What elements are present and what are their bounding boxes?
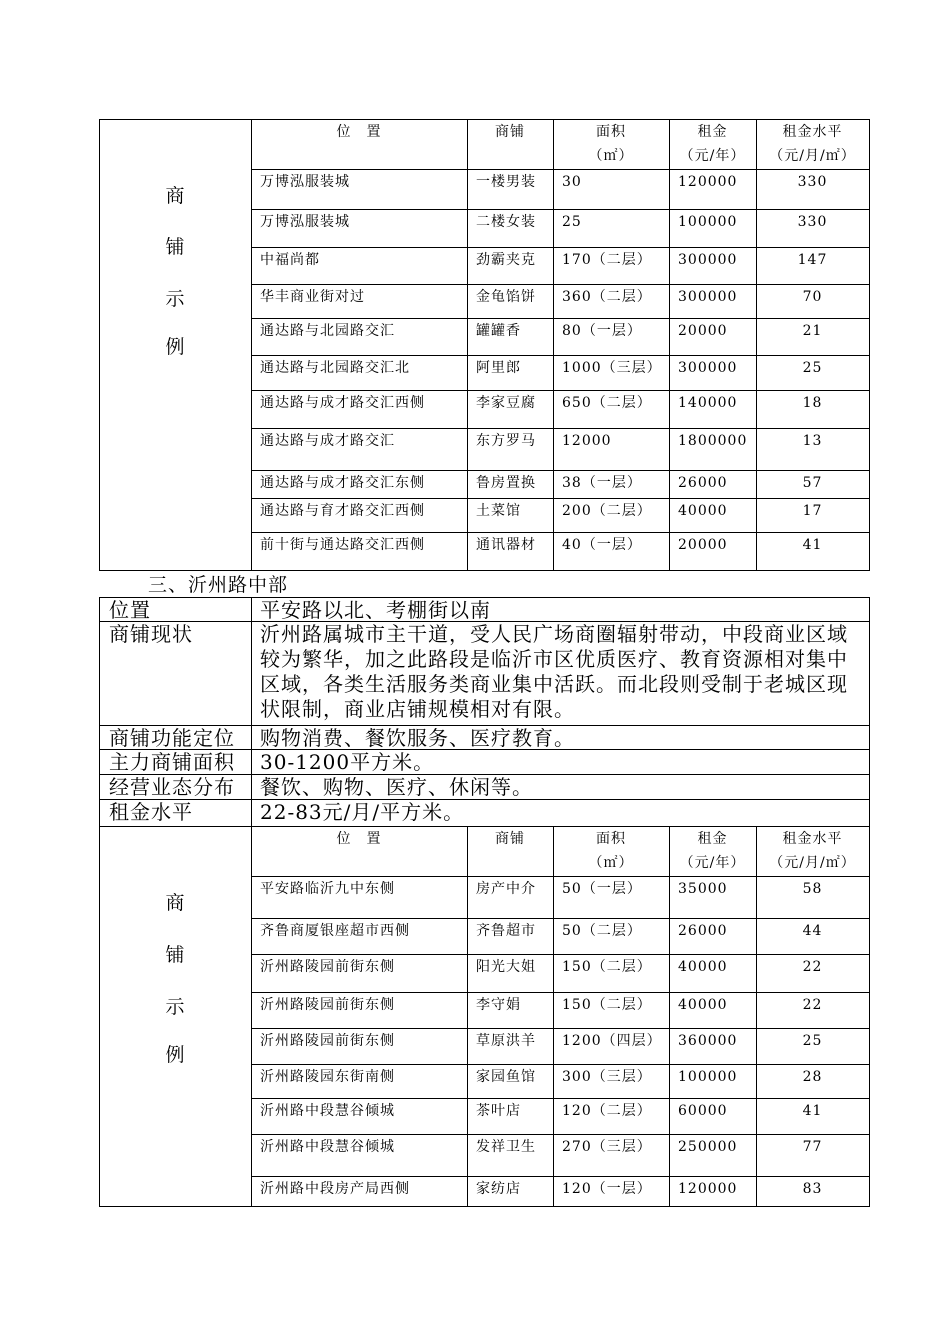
row-shop: 鲁房置换	[476, 475, 536, 491]
row-rent: 40000	[678, 503, 728, 519]
column-divider	[669, 826, 670, 1207]
header-rent: 租金	[697, 831, 728, 847]
header-location: 位 置	[336, 831, 382, 847]
row-area: 270（三层）	[562, 1139, 652, 1155]
row-shop: 通讯器材	[476, 537, 536, 553]
header-level: 租金水平	[782, 124, 843, 140]
table-bottom-border	[99, 1206, 870, 1207]
row-divider	[251, 992, 870, 993]
row-level: 70	[802, 289, 823, 305]
row-rent: 100000	[678, 214, 738, 230]
row-area: 50（二层）	[562, 923, 642, 939]
row-location: 中福尚都	[260, 252, 320, 268]
row-divider	[251, 355, 870, 356]
column-divider	[251, 826, 252, 1207]
column-divider	[467, 826, 468, 1207]
row-shop: 茶叶店	[476, 1103, 521, 1119]
row-location: 齐鲁商厦银座超市西侧	[260, 923, 410, 939]
row-location: 通达路与成才路交汇	[260, 433, 395, 449]
row-shop: 草原洪羊	[476, 1033, 536, 1049]
row-location: 万博泓服装城	[260, 214, 350, 230]
row-area: 360（二层）	[562, 289, 652, 305]
row-location: 通达路与北园路交汇	[260, 323, 395, 339]
row-divider	[251, 1098, 870, 1099]
row-divider	[251, 390, 870, 391]
row-divider	[251, 247, 870, 248]
row-location: 沂州路陵园前街东侧	[260, 1033, 395, 1049]
column-divider	[467, 119, 468, 571]
row-divider	[251, 1028, 870, 1029]
row-location: 通达路与育才路交汇西侧	[260, 503, 425, 519]
info-status-value: 沂州路属城市主干道，受人民广场商圈辐射带动，中段商业区域较为繁华，加之此路段是临沂市区优质医疗、教育资源相对集中区域，各类生活服务类商业集中活跃。而北段则受制于老城区现状限制，商业店铺规模相对有限。	[260, 622, 848, 721]
info-location-value: 平安路以北、考棚街以南	[260, 598, 491, 622]
info-rent-value: 22-83元/月/平方米。	[260, 800, 465, 824]
table2-side-char: 铺	[165, 944, 185, 966]
table-top-border	[99, 826, 870, 827]
row-level: 83	[802, 1181, 823, 1197]
table1-side-char: 示	[165, 288, 185, 310]
info-column-divider	[251, 597, 252, 827]
row-location: 前十街与通达路交汇西侧	[260, 537, 425, 553]
row-rent: 300000	[678, 289, 738, 305]
row-rent: 26000	[678, 923, 728, 939]
row-shop: 一楼男装	[476, 174, 536, 190]
header-level: 租金水平	[782, 831, 843, 847]
table2-side-char: 例	[165, 1044, 185, 1066]
row-rent: 360000	[678, 1033, 738, 1049]
row-location: 通达路与成才路交汇东侧	[260, 475, 425, 491]
row-rent: 26000	[678, 475, 728, 491]
table-right-border	[869, 119, 870, 571]
info-status-label: 商铺现状	[109, 622, 193, 646]
row-location: 沂州路中段房产局西侧	[260, 1181, 410, 1197]
row-level: 41	[802, 1103, 823, 1119]
row-shop: 家纺店	[476, 1181, 521, 1197]
row-area: 80（一层）	[562, 323, 642, 339]
row-rent: 35000	[678, 881, 728, 897]
row-level: 77	[802, 1139, 823, 1155]
row-level: 147	[797, 252, 828, 268]
row-divider	[251, 209, 870, 210]
info-function-value: 购物消费、餐饮服务、医疗教育。	[260, 726, 575, 750]
info-business-label: 经营业态分布	[109, 775, 235, 799]
row-level: 330	[797, 214, 828, 230]
row-shop: 房产中介	[476, 881, 536, 897]
row-area: 300（三层）	[562, 1069, 652, 1085]
row-location: 万博泓服装城	[260, 174, 350, 190]
row-area: 50（一层）	[562, 881, 642, 897]
row-rent: 60000	[678, 1103, 728, 1119]
header-shop: 商铺	[495, 124, 525, 140]
table-left-border	[99, 119, 100, 571]
row-area: 30	[562, 174, 582, 190]
row-divider	[251, 428, 870, 429]
row-shop: 阳光大姐	[476, 959, 536, 975]
row-rent: 300000	[678, 360, 738, 376]
row-location: 通达路与成才路交汇西侧	[260, 395, 425, 411]
info-rent-label: 租金水平	[109, 800, 193, 824]
row-shop: 家园鱼馆	[476, 1069, 536, 1085]
row-level: 25	[802, 360, 823, 376]
column-divider	[553, 119, 554, 571]
row-rent: 140000	[678, 395, 738, 411]
row-rent: 1800000	[678, 433, 748, 449]
row-shop: 李家豆腐	[476, 395, 536, 411]
table-left-border	[99, 826, 100, 1207]
info-area-value: 30-1200平方米。	[260, 750, 435, 774]
row-shop: 劲霸夹克	[476, 252, 536, 268]
row-level: 17	[802, 503, 823, 519]
table1-side-char: 商	[165, 185, 185, 207]
table-bottom-border	[99, 570, 870, 571]
row-rent: 300000	[678, 252, 738, 268]
row-level: 41	[802, 537, 823, 553]
column-divider	[251, 119, 252, 571]
row-rent: 40000	[678, 997, 728, 1013]
row-level: 28	[802, 1069, 823, 1085]
row-rent: 20000	[678, 537, 728, 553]
row-level: 22	[802, 997, 823, 1013]
row-rent: 100000	[678, 1069, 738, 1085]
header-area: 面积	[596, 831, 626, 847]
table1-side-char: 例	[165, 336, 185, 358]
header-rent-unit: （元/年）	[679, 855, 746, 871]
table2-side-char: 示	[165, 996, 185, 1018]
row-area: 12000	[562, 433, 612, 449]
row-rent: 40000	[678, 959, 728, 975]
header-shop: 商铺	[495, 831, 525, 847]
column-divider	[553, 826, 554, 1207]
info-left-border	[99, 597, 100, 827]
row-divider	[251, 532, 870, 533]
info-business-value: 餐饮、购物、医疗、休闲等。	[260, 775, 533, 799]
info-area-label: 主力商铺面积	[109, 750, 235, 774]
row-rent: 120000	[678, 1181, 738, 1197]
info-function-label: 商铺功能定位	[109, 726, 235, 750]
header-divider	[251, 876, 870, 877]
row-shop: 齐鲁超市	[476, 923, 536, 939]
table-right-border	[869, 826, 870, 1207]
header-level-unit: （元/月/㎡）	[769, 855, 856, 871]
header-rent-unit: （元/年）	[679, 148, 746, 164]
table1-side-char: 铺	[165, 236, 185, 258]
row-location: 沂州路陵园前街东侧	[260, 997, 395, 1013]
row-area: 1000（三层）	[562, 360, 662, 376]
row-level: 58	[802, 881, 823, 897]
row-area: 150（二层）	[562, 997, 652, 1013]
row-rent: 120000	[678, 174, 738, 190]
row-area: 200（二层）	[562, 503, 652, 519]
row-divider	[251, 1064, 870, 1065]
row-level: 13	[802, 433, 823, 449]
row-divider	[251, 284, 870, 285]
row-location: 平安路临沂九中东侧	[260, 881, 395, 897]
header-level-unit: （元/月/㎡）	[769, 148, 856, 164]
row-area: 650（二层）	[562, 395, 652, 411]
info-location-label: 位置	[109, 598, 151, 622]
row-level: 21	[802, 323, 823, 339]
row-location: 沂州路陵园东街南侧	[260, 1069, 395, 1085]
table2-side-char: 商	[165, 892, 185, 914]
row-area: 150（二层）	[562, 959, 652, 975]
row-divider	[251, 1134, 870, 1135]
row-divider	[251, 918, 870, 919]
section-heading: 三、沂州路中部	[148, 574, 289, 596]
row-divider	[251, 954, 870, 955]
header-area: 面积	[596, 124, 626, 140]
header-location: 位 置	[336, 124, 382, 140]
row-shop: 发祥卫生	[476, 1139, 536, 1155]
header-area-unit: （㎡）	[588, 855, 634, 871]
table-top-border	[99, 119, 870, 120]
row-area: 120（一层）	[562, 1181, 652, 1197]
row-shop: 东方罗马	[476, 433, 536, 449]
header-divider	[251, 169, 870, 170]
row-shop: 金龟馅饼	[476, 289, 536, 305]
row-level: 25	[802, 1033, 823, 1049]
row-divider	[251, 470, 870, 471]
column-divider	[669, 119, 670, 571]
row-location: 通达路与北园路交汇北	[260, 360, 410, 376]
row-level: 22	[802, 959, 823, 975]
row-rent: 250000	[678, 1139, 738, 1155]
row-location: 沂州路中段慧谷倾城	[260, 1103, 395, 1119]
row-divider	[251, 318, 870, 319]
row-location: 沂州路陵园前街东侧	[260, 959, 395, 975]
row-shop: 罐罐香	[476, 323, 521, 339]
info-right-border	[869, 597, 870, 827]
row-location: 沂州路中段慧谷倾城	[260, 1139, 395, 1155]
row-level: 57	[802, 475, 823, 491]
row-area: 25	[562, 214, 582, 230]
row-area: 38（一层）	[562, 475, 642, 491]
row-area: 170（二层）	[562, 252, 652, 268]
info-row-divider	[99, 799, 870, 800]
row-area: 1200（四层）	[562, 1033, 662, 1049]
row-shop: 阿里郎	[476, 360, 521, 376]
row-level: 18	[802, 395, 823, 411]
header-area-unit: （㎡）	[588, 148, 634, 164]
row-rent: 20000	[678, 323, 728, 339]
row-divider	[251, 1176, 870, 1177]
header-rent: 租金	[697, 124, 728, 140]
row-shop: 李守娟	[476, 997, 521, 1013]
row-shop: 土菜馆	[476, 503, 521, 519]
row-location: 华丰商业街对过	[260, 289, 365, 305]
row-level: 330	[797, 174, 828, 190]
row-divider	[251, 498, 870, 499]
row-area: 40（一层）	[562, 537, 642, 553]
row-level: 44	[802, 923, 823, 939]
row-shop: 二楼女装	[476, 214, 536, 230]
row-area: 120（二层）	[562, 1103, 652, 1119]
